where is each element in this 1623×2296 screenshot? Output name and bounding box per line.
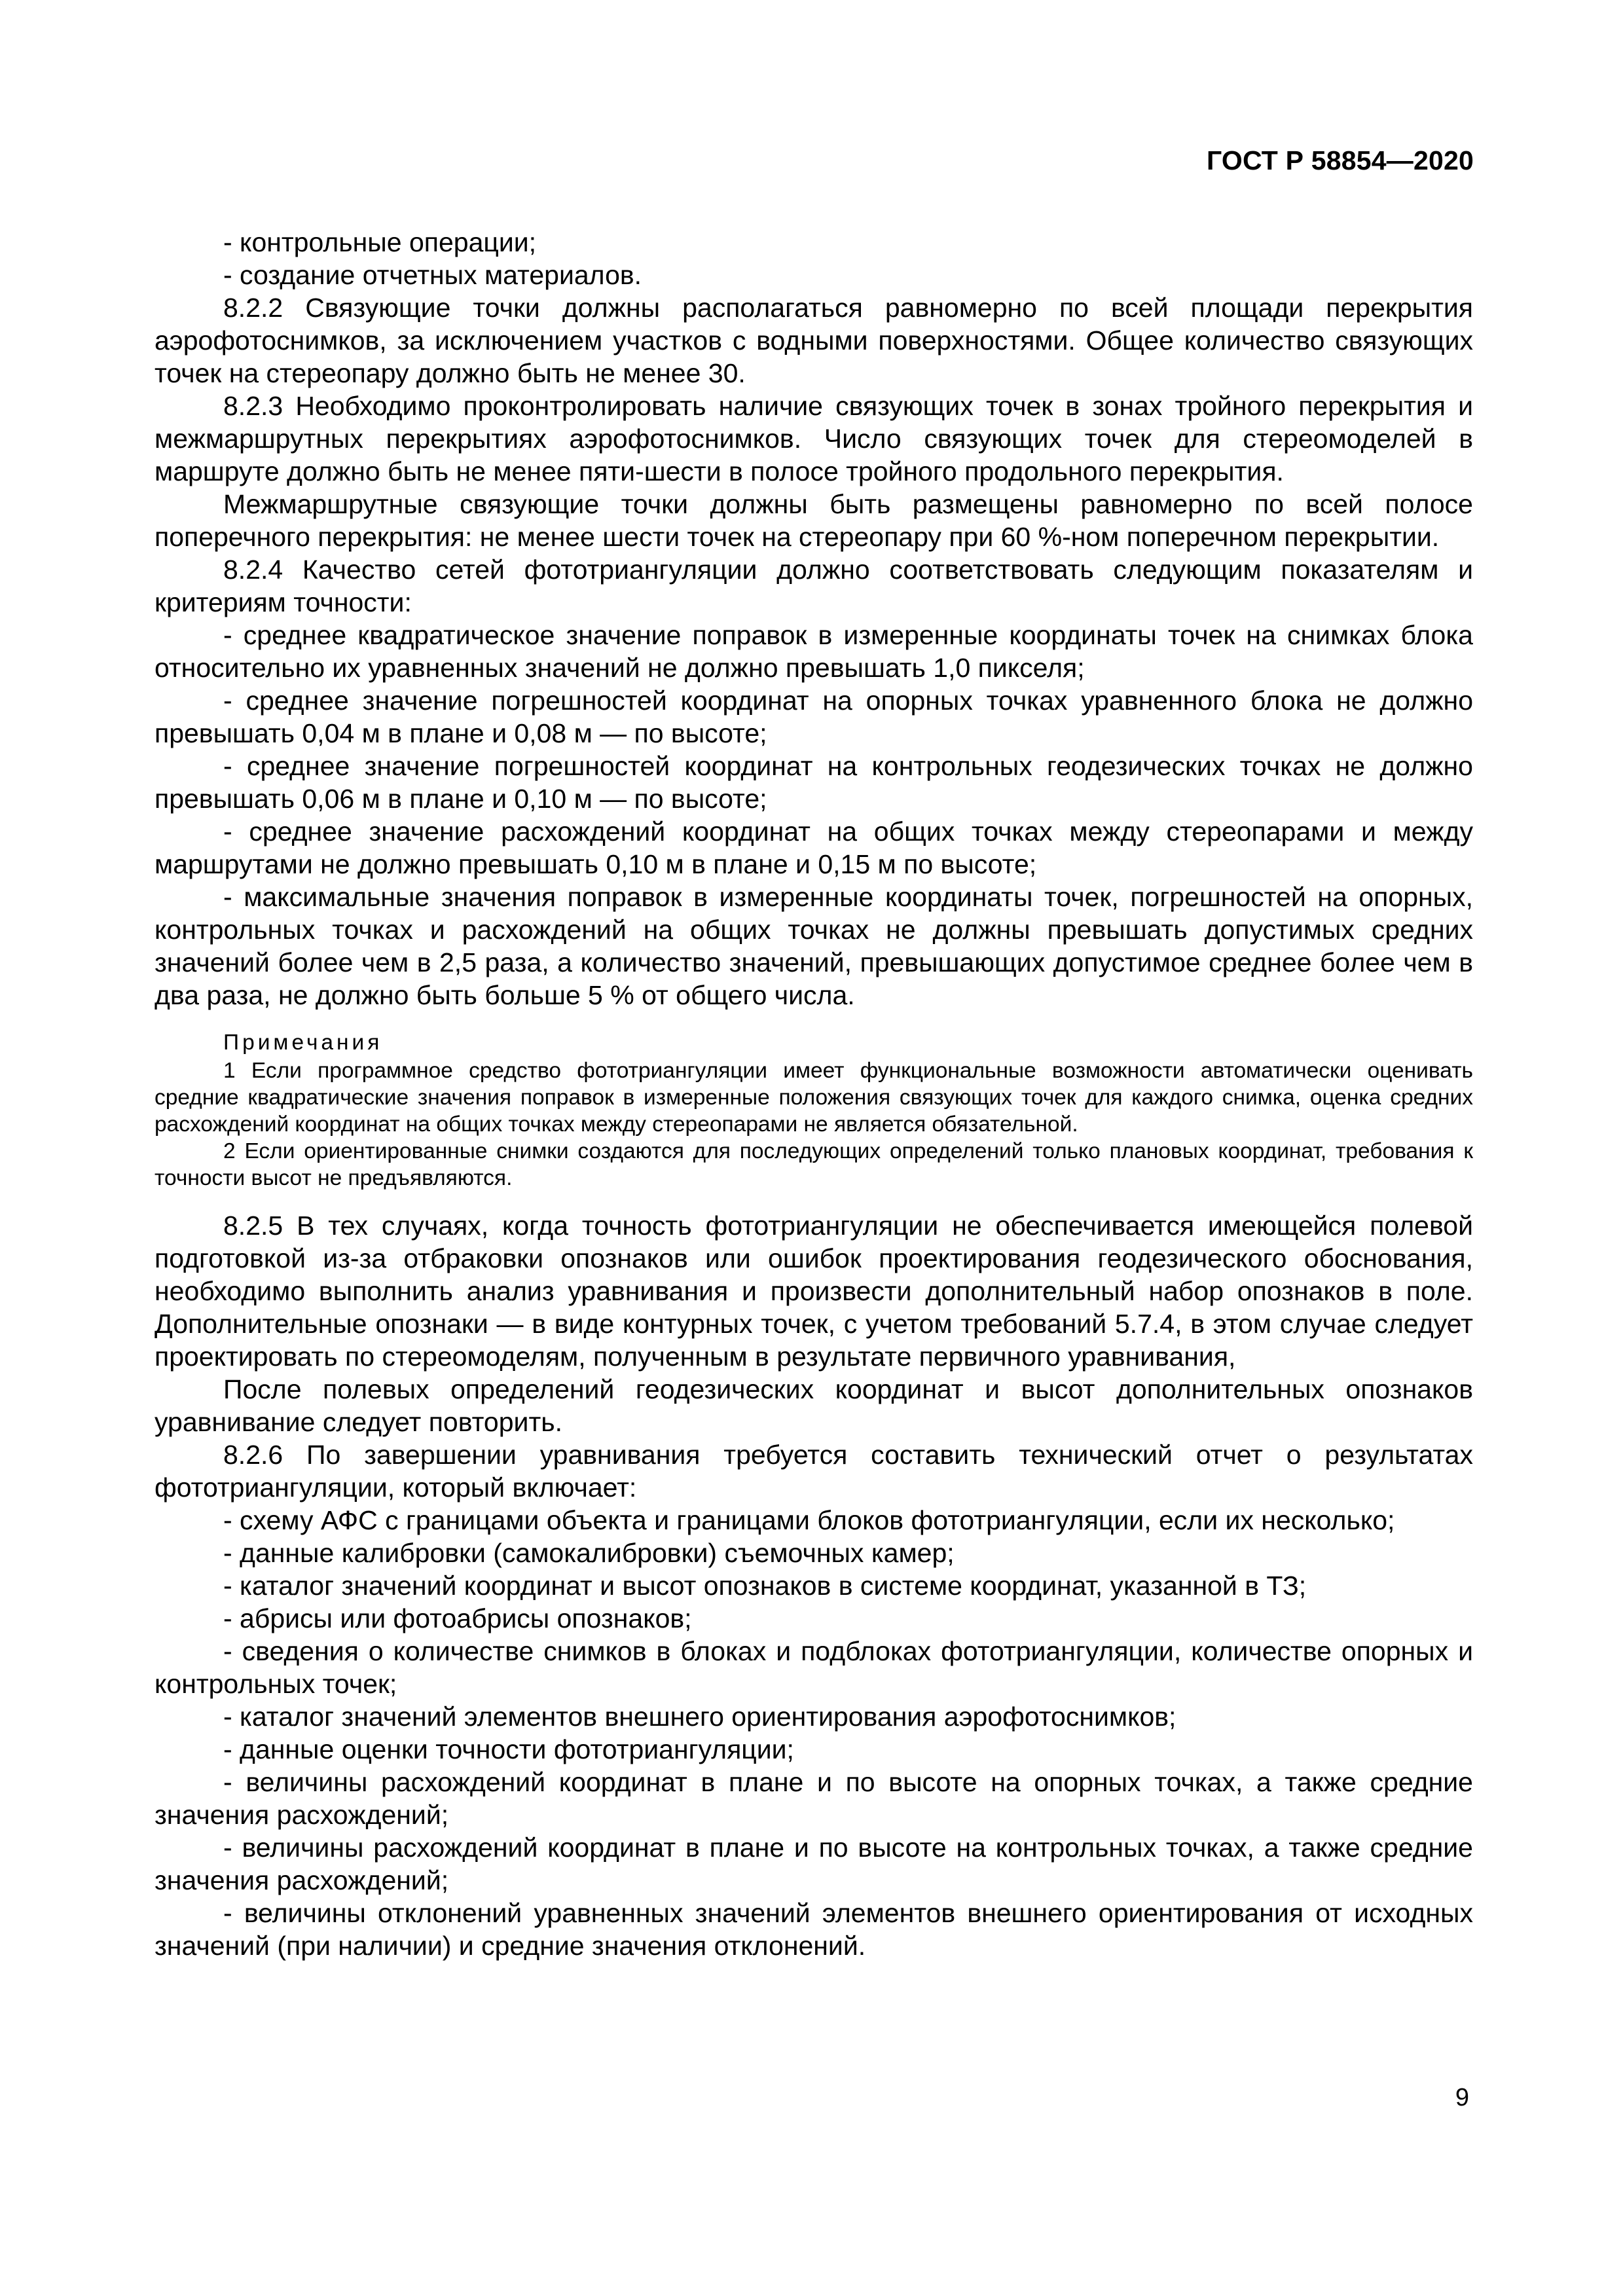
- list-item: - схему АФС с границами объекта и границами блоков фототриангуляции, если их несколько;: [223, 1505, 1395, 1535]
- paragraph: Межмаршрутные связующие точки должны быть размещены равномерно по всей полосе поперечного перекрытия: не менее шести точек на стереопару при 60 %-ном поперечном перекрытии.: [155, 489, 1473, 552]
- note-item: 1 Если программное средство фототриангуляции имеет функциональные возможности автоматически оценивать средние квадратические значения поправок в измеренные положения связующих точек для каждого снимка, оценка средних расхождений координат на общих точках между стереопарами не является обязательной.: [155, 1059, 1473, 1137]
- list-item: - каталог значений координат и высот опознаков в системе координат, указанной в ТЗ;: [223, 1571, 1307, 1601]
- list-item: - данные оценки точности фототриангуляции;: [223, 1734, 794, 1764]
- list-item: - среднее значение погрешностей координат на контрольных геодезических точках не должно превышать 0,06 м в плане и 0,10 м — по высоте;: [155, 751, 1473, 814]
- list-item: - величины отклонений уравненных значений элементов внешнего ориентирования от исходных значений (при наличии) и средние значения отклонений.: [155, 1898, 1473, 1961]
- page-body: [155, 226, 1473, 1962]
- document-code: ГОСТ Р 58854—2020: [1207, 145, 1474, 175]
- list-item: - сведения о количестве снимков в блоках и подблоках фототриангуляции, количестве опорных и контрольных точек;: [155, 1636, 1473, 1699]
- list-item: - контрольные операции;: [223, 227, 537, 257]
- paragraph: 8.2.6 По завершении уравнивания требуется составить технический отчет о результатах фототриангуляции, который включает:: [155, 1440, 1473, 1503]
- page-number: 9: [1455, 2084, 1469, 2111]
- note-item: 2 Если ориентированные снимки создаются для последующих определений только плановых координат, требования к точности высот не предъявляются.: [155, 1139, 1473, 1190]
- notes-title: Примечания: [223, 1030, 383, 1055]
- list-item: - каталог значений элементов внешнего ориентирования аэрофотоснимков;: [223, 1702, 1176, 1732]
- list-item: - абрисы или фотоабрисы опознаков;: [223, 1603, 692, 1633]
- paragraph: 8.2.5 В тех случаях, когда точность фототриангуляции не обеспечивается имеющейся полевой подготовкой из-за отбраковки опознаков или ошибок проектирования геодезического обоснования, необходимо выполнить анализ уравнивания и произвести дополнительный набор опознаков в поле. Дополнительные опознаки — в виде контурных точек, с учетом требований 5.7.4, в этом случае следует проектировать по стереомоделям, полученным в результате первичного уравнивания,: [155, 1211, 1473, 1372]
- paragraph: 8.2.3 Необходимо проконтролировать наличие связующих точек в зонах тройного перекрытия и межмаршрутных перекрытиях аэрофотоснимков. Число связующих точек для стереомоделей в маршруте должно быть не менее пяти-шести в полосе тройного продольного перекрытия.: [155, 391, 1473, 486]
- paragraph: 8.2.2 Связующие точки должны располагаться равномерно по всей площади перекрытия аэрофотоснимков, за исключением участков с водными поверхностями. Общее количество связующих точек на стереопару должно быть не менее 30.: [155, 293, 1473, 388]
- list-item: - данные калибровки (самокалибровки) съемочных камер;: [223, 1538, 955, 1568]
- list-item: - среднее значение расхождений координат на общих точках между стереопарами и между маршрутами не должно превышать 0,10 м в плане и 0,15 м по высоте;: [155, 816, 1473, 879]
- list-item: - максимальные значения поправок в измеренные координаты точек, погрешностей на опорных, контрольных точках и расхождений на общих точках не должны превышать допустимых средних значений более чем в 2,5 раза, а количество значений, превышающих допустимое среднее более чем в два раза, не должно быть больше 5 % от общего числа.: [155, 882, 1473, 1010]
- list-item: - величины расхождений координат в плане и по высоте на контрольных точках, а также средние значения расхождений;: [155, 1832, 1473, 1895]
- list-item: - создание отчетных материалов.: [223, 260, 642, 290]
- list-item: - величины расхождений координат в плане и по высоте на опорных точках, а также средние значения расхождений;: [155, 1767, 1473, 1830]
- list-item: - среднее квадратическое значение поправок в измеренные координаты точек на снимках блока относительно их уравненных значений не должно превышать 1,0 пикселя;: [155, 620, 1473, 683]
- notes-block: [155, 1029, 1473, 1192]
- paragraph: После полевых определений геодезических координат и высот дополнительных опознаков уравнивание следует повторить.: [155, 1374, 1473, 1437]
- list-item: - среднее значение погрешностей координат на опорных точках уравненного блока не должно превышать 0,04 м в плане и 0,08 м — по высоте;: [155, 685, 1473, 748]
- paragraph: 8.2.4 Качество сетей фототриангуляции должно соответствовать следующим показателям и критериям точности:: [155, 555, 1473, 617]
